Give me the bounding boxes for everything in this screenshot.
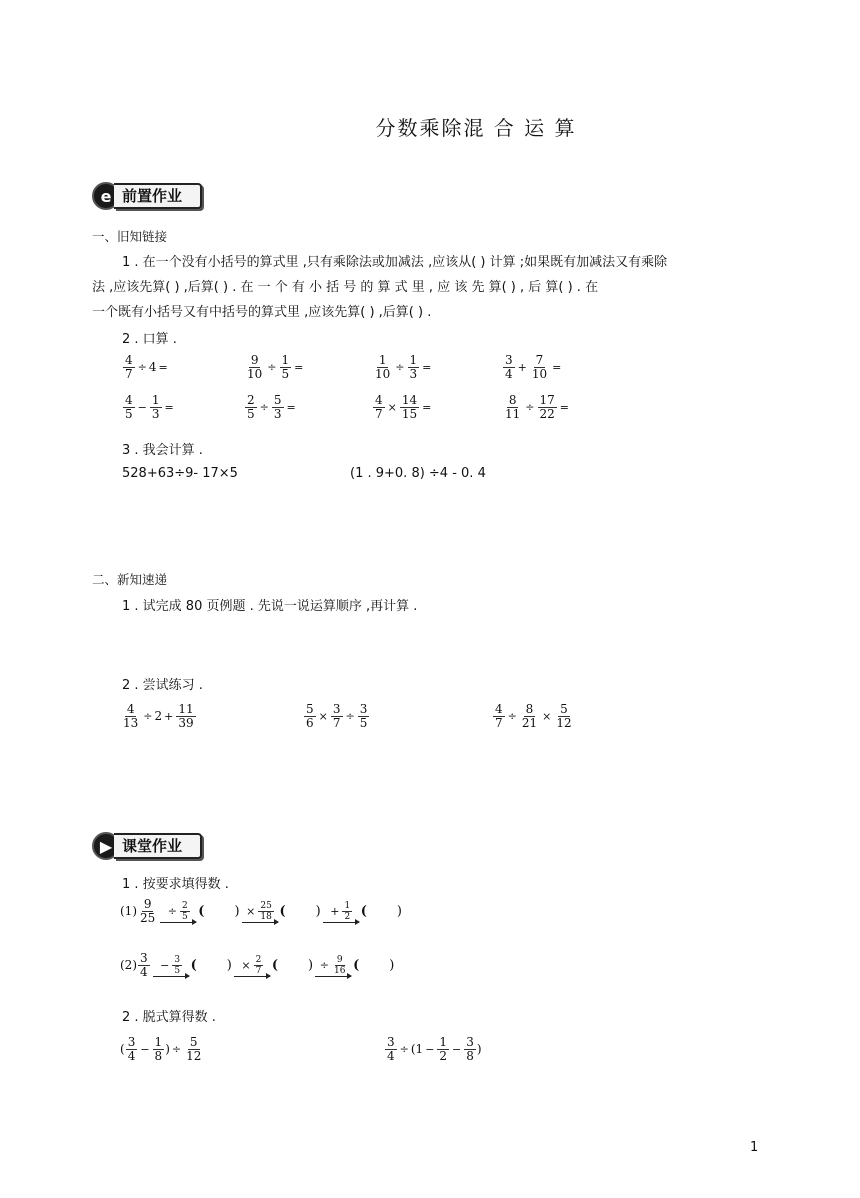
fraction (385, 1036, 397, 1063)
denominator: 6 (306, 716, 314, 730)
denominator: 3 (273, 407, 282, 421)
numerator: 3 (174, 954, 181, 965)
fraction (258, 901, 273, 922)
operator: = (422, 401, 432, 414)
denominator: 3 (409, 367, 418, 381)
denominator: 5 (182, 911, 188, 922)
operator: = (552, 361, 562, 374)
denominator: 21 (521, 716, 538, 730)
paren: ( (120, 1042, 125, 1056)
operator: + (330, 904, 340, 918)
section-badge-preview (92, 180, 202, 212)
fraction (254, 955, 264, 976)
question-1 (92, 250, 772, 325)
answer-blank-close: ) (389, 958, 395, 973)
numerator: 3 (387, 1035, 395, 1049)
oral-item (372, 354, 433, 381)
item-index: (2) (120, 958, 137, 972)
operator: − (425, 1043, 435, 1056)
operator: × (542, 710, 552, 723)
fraction (538, 394, 557, 421)
step-expr-2 (384, 1036, 482, 1063)
denominator: 4 (387, 1049, 395, 1063)
operator: = (164, 401, 174, 414)
fraction (272, 394, 284, 421)
denominator: 4 (140, 965, 148, 979)
operator: + (164, 710, 174, 723)
operator: ÷ (345, 710, 355, 723)
operator: ÷ (399, 1043, 409, 1056)
page-title: 分数乘除混 合 运 算 (375, 116, 577, 140)
step-operation (318, 955, 349, 976)
fraction (503, 354, 515, 381)
answer-blank-open: ( (190, 958, 197, 973)
fraction (150, 394, 162, 421)
numerator: 1 (409, 353, 418, 367)
numerator: 1 (439, 1035, 448, 1049)
denominator: 10 (247, 367, 263, 381)
numerator: 5 (560, 702, 568, 716)
numerator: 3 (505, 353, 513, 367)
denominator: 11 (505, 407, 521, 421)
denominator: 3 (151, 407, 160, 421)
denominator: 5 (125, 407, 133, 421)
step-operation (328, 901, 353, 922)
q1-line2: 法 ,应该先算( ) ,后算( ) . 在 一 个 有 小 括 号 的 算 式 里 , 应 该 先 算( ) , 后 算( ) . 在 (92, 280, 599, 295)
q1-line3: 一个既有小括号又有中括号的算式里 ,应该先算( ) ,后算( ) . (92, 305, 432, 320)
chain-step (323, 901, 359, 923)
oral-item (372, 394, 433, 421)
numerator: 3 (359, 702, 368, 716)
practice-expr-3 (492, 703, 575, 730)
fraction (172, 955, 182, 976)
operator: ÷ (507, 710, 517, 723)
answer-blank-open: ( (279, 904, 286, 919)
fraction (176, 703, 195, 730)
operator: = (559, 401, 569, 414)
arrow-icon (234, 976, 270, 977)
fraction (304, 703, 316, 730)
answer-blank-open: ( (271, 958, 279, 973)
numerator: 1 (281, 353, 290, 367)
denominator: 8 (466, 1049, 474, 1063)
answer-blank-open: ( (353, 958, 360, 973)
numerator: 4 (126, 702, 135, 716)
oral-item (502, 394, 571, 421)
operator: ÷ (395, 361, 405, 374)
denominator: 10 (531, 367, 548, 381)
step-operation (166, 901, 191, 922)
answer-blank-open: ( (360, 904, 367, 919)
numerator: 3 (466, 1035, 474, 1049)
numerator: 8 (508, 393, 517, 407)
denominator: 7 (255, 965, 262, 976)
answer-blank-open: ( (198, 904, 205, 919)
arrow-icon (153, 976, 189, 977)
numerator: 3 (332, 702, 341, 716)
e-logo-icon: e (92, 182, 120, 210)
numerator: 9 (336, 954, 343, 965)
answer-blank-close: ) (396, 904, 402, 919)
denominator: 2 (344, 911, 351, 922)
numerator: 5 (189, 1035, 198, 1049)
operator: − (160, 958, 170, 972)
paren: ) (165, 1042, 170, 1056)
numerator: 3 (140, 951, 148, 965)
step-operation (158, 955, 183, 976)
question-2-label: 2 . 口算 . (122, 332, 177, 347)
page-number: 1 (750, 1140, 759, 1155)
fraction (373, 394, 385, 421)
practice-expr-2 (303, 703, 370, 730)
operator: − (137, 401, 147, 414)
fraction (138, 952, 150, 979)
operator: ÷ (525, 401, 535, 414)
denominator: 12 (186, 1049, 202, 1063)
denominator: 5 (174, 965, 181, 976)
chain-step (160, 901, 196, 923)
fraction (437, 1036, 449, 1063)
denominator: 4 (127, 1049, 136, 1063)
question-2-label: 2 . 尝试练习 . (122, 678, 203, 693)
practice-expr-1 (120, 703, 197, 730)
section-heading: 一、旧知链接 (92, 229, 168, 244)
numerator: 7 (535, 353, 544, 367)
arrow-icon (160, 922, 196, 923)
answer-blank-close: ) (308, 958, 314, 973)
step-operation (239, 955, 264, 976)
fraction (123, 394, 135, 421)
numerator: 4 (375, 393, 383, 407)
numerator: 9 (250, 353, 259, 367)
answer-blank-close: ) (315, 904, 321, 919)
fraction (530, 354, 549, 381)
numerator: 2 (255, 954, 262, 965)
fraction (503, 394, 522, 421)
denominator: 5 (281, 367, 290, 381)
operator: ÷ (137, 361, 147, 374)
numerator: 2 (247, 393, 255, 407)
fraction (280, 354, 292, 381)
fraction (493, 703, 505, 730)
arrow-icon (242, 922, 278, 923)
oral-item (244, 354, 305, 381)
q1-line1: 1 . 在一个没有小括号的算式里 ,只有乘除法或加减法 ,应该从( ) 计算 ;如果既有加减法又有乘除 (122, 255, 668, 270)
denominator: 8 (154, 1049, 163, 1063)
numerator: 4 (495, 702, 503, 716)
numerator: 4 (125, 393, 133, 407)
denominator: 5 (247, 407, 255, 421)
numerator: 11 (178, 702, 194, 716)
numerator: 1 (154, 1035, 163, 1049)
question-1-label: 1 . 按要求填得数 . (122, 877, 229, 892)
operator: × (241, 958, 251, 972)
oral-item (122, 354, 170, 381)
fraction (153, 1036, 165, 1063)
operator: = (422, 361, 432, 374)
denominator: 7 (495, 716, 503, 730)
fraction (464, 1036, 476, 1063)
denominator: 7 (125, 367, 133, 381)
denominator: 22 (539, 407, 555, 421)
denominator: 7 (332, 716, 341, 730)
operator: − (452, 1043, 462, 1056)
denominator: 16 (333, 965, 346, 976)
numerator: 8 (525, 702, 534, 716)
operator: × (318, 710, 328, 723)
operator: × (387, 401, 397, 414)
oral-item (244, 394, 298, 421)
numerator: 9 (143, 897, 152, 911)
question-3-label: 3 . 我会计算 . (122, 443, 203, 458)
fraction (520, 703, 539, 730)
fraction (358, 703, 370, 730)
operator: × (246, 904, 256, 918)
fraction (342, 901, 352, 922)
fraction (123, 354, 135, 381)
arrow-icon (323, 922, 359, 923)
numerator: 1 (344, 900, 351, 911)
chain-step (153, 955, 189, 977)
denominator: 15 (401, 407, 418, 421)
play-icon: ▶ (92, 832, 120, 860)
calc-expr-2: (1 . 9+0. 8) ÷4 - 0. 4 (350, 466, 486, 481)
chain-step (315, 955, 351, 977)
number: 2 (154, 709, 163, 723)
operator: = (158, 361, 168, 374)
step-expr-1 (120, 1036, 204, 1063)
fraction (408, 354, 420, 381)
number: 4 (148, 360, 157, 374)
operator: − (140, 1043, 150, 1056)
operator: = (294, 361, 304, 374)
denominator: 4 (505, 367, 513, 381)
fraction (180, 901, 190, 922)
section-badge-class (92, 830, 202, 862)
chain-step (234, 955, 270, 977)
paren: ( (410, 1042, 416, 1056)
numerator: 25 (260, 900, 272, 911)
denominator: 2 (439, 1049, 448, 1063)
badge-label: 课堂作业 (114, 833, 202, 859)
fraction (126, 1036, 138, 1063)
fraction (554, 703, 573, 730)
step-operation (244, 901, 275, 922)
operator: ÷ (259, 401, 269, 414)
denominator: 10 (375, 367, 391, 381)
operator: + (517, 361, 527, 374)
fill-chain-2 (120, 952, 394, 979)
numerator: 1 (151, 393, 160, 407)
fraction (245, 394, 257, 421)
operator: ÷ (143, 710, 153, 723)
numerator: 14 (401, 393, 418, 407)
question-1: 1 . 试完成 80 页例题 . 先说一说运算顺序 ,再计算 . (122, 599, 418, 614)
fraction (121, 703, 140, 730)
numerator: 4 (125, 353, 133, 367)
fraction (138, 898, 157, 925)
item-index: (1) (120, 904, 137, 918)
paren: ) (476, 1042, 482, 1056)
fill-chain-1 (120, 898, 402, 925)
operator: ÷ (267, 361, 277, 374)
operator: ÷ (319, 958, 329, 972)
denominator: 39 (178, 716, 194, 730)
badge-label: 前置作业 (114, 183, 202, 209)
calc-expr-1: 528+63÷9- 17×5 (122, 466, 238, 481)
denominator: 5 (359, 716, 368, 730)
number: 1 (415, 1042, 424, 1056)
section-heading: 二、新知速递 (92, 572, 168, 587)
numerator: 1 (378, 353, 387, 367)
answer-blank-close: ) (226, 958, 232, 973)
answer-blank-close: ) (234, 904, 240, 919)
oral-item (502, 354, 563, 381)
operator: ÷ (171, 1043, 182, 1056)
fraction (245, 354, 264, 381)
arrow-icon (315, 976, 351, 977)
denominator: 18 (260, 911, 272, 922)
operator: ÷ (167, 904, 178, 918)
numerator: 5 (306, 702, 314, 716)
numerator: 5 (273, 393, 282, 407)
fraction (331, 703, 343, 730)
operator: = (286, 401, 296, 414)
fraction (400, 394, 419, 421)
numerator: 2 (182, 900, 188, 911)
fraction (332, 955, 347, 976)
chain-step (242, 901, 278, 923)
question-2-label: 2 . 脱式算得数 . (122, 1010, 216, 1025)
fraction (184, 1036, 203, 1063)
oral-item (122, 394, 176, 421)
numerator: 3 (127, 1035, 136, 1049)
denominator: 13 (123, 716, 139, 730)
numerator: 17 (539, 393, 555, 407)
denominator: 25 (140, 911, 156, 925)
denominator: 7 (375, 407, 383, 421)
denominator: 12 (556, 716, 572, 730)
fraction (373, 354, 392, 381)
